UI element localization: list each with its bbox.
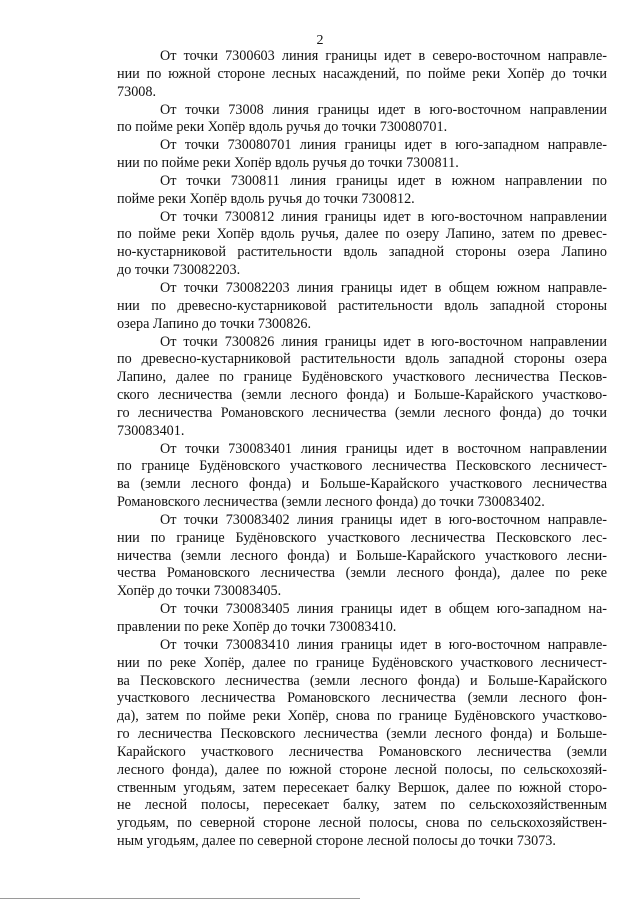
paragraph-line: го лесничества Песковского лесничества (земли лесного фонда) и Больше- [117, 726, 607, 743]
paragraph-line: От точки 730083410 линия границы идет в юго-восточном направле- [160, 636, 607, 653]
paragraph-line: озера Лапино до точки 7300826. [117, 315, 312, 332]
paragraph [117, 334, 607, 441]
paragraph-line: 73008. [117, 83, 157, 100]
paragraph-line: по границе Будёновского участкового лесничества Песковского лесничест- [117, 458, 607, 475]
paragraph-line: ского лесничества (земли лесного фонда) и Больше-Карайского участково- [117, 387, 607, 404]
paragraph [117, 601, 607, 637]
paragraph-line: Лапино, далее по границе Будёновского участкового лесничества Песков- [117, 369, 607, 386]
paragraph-line: От точки 730083405 линия границы идет в общем юго-западном на- [160, 601, 607, 618]
paragraph-line: нии по границе Будёновского участкового лесничества Песковского лес- [117, 529, 607, 546]
paragraph-line: Романовского лесничества (земли лесного фонда) до точки 730083402. [117, 494, 545, 511]
paragraph-line: Карайского участкового лесничества Романовского лесничества (земли [117, 743, 607, 760]
paragraph [117, 512, 607, 601]
paragraph-line: угодьям, по северной стороне лесной полосы, снова по сельскохозяйствен- [117, 815, 607, 832]
paragraph [117, 102, 607, 138]
paragraph-line: Хопёр до точки 730083405. [117, 583, 282, 600]
paragraph-line: От точки 7300826 линия границы идет в юго-восточном направлении [160, 333, 607, 350]
paragraph-line: по древесно-кустарниковой растительности вдоль западной стороны озера [117, 351, 607, 368]
paragraph-line: чества Романовского лесничества (земли лесного фонда), далее по реке [117, 565, 607, 582]
paragraph-line: ным угодьям, далее по северной стороне лесной полосы до точки 73073. [117, 833, 556, 850]
paragraph-line: ничества (земли лесного фонда) и Больше-Карайского участкового лесни- [117, 547, 607, 564]
paragraph [117, 137, 607, 173]
page-number: 2 [316, 33, 324, 48]
paragraph-line: От точки 7300811 линия границы идет в южном направлении по [160, 172, 607, 189]
paragraph-line: От точки 730083402 линия границы идет в юго-восточном направле- [160, 511, 607, 528]
paragraph-line: но-кустарниковой растительности вдоль западной стороны озера Лапино [117, 244, 607, 261]
paragraph [117, 280, 607, 334]
paragraph-line: нии по южной стороне лесных насаждений, по пойме реки Хопёр до точки [117, 65, 607, 82]
paragraph-line: 730083401. [117, 422, 185, 439]
paragraph-line: лесного фонда), далее по южной стороне лесной полосы, по сельскохозяй- [117, 761, 607, 778]
paragraph-line: нии по пойме реки Хопёр вдоль ручья до точки 7300811. [117, 155, 459, 172]
paragraph-line: не лесной полосы, пересекает балку, затем по сельскохозяйственным [117, 797, 607, 814]
paragraph-line: пойме реки Хопёр вдоль ручья до точки 7300812. [117, 190, 415, 207]
paragraph-line: От точки 7300812 линия границы идет в юго-восточном направлении [160, 208, 607, 225]
paragraph-line: правлении по реке Хопёр до точки 730083410. [117, 619, 397, 635]
bottom-divider [0, 898, 360, 899]
paragraph [117, 173, 607, 209]
paragraph-line: ва (земли лесного фонда) и Больше-Карайского участкового лесничества [117, 476, 607, 493]
paragraph-line: От точки 7300603 линия границы идет в северо-восточном направле- [160, 48, 607, 64]
paragraph-line: по пойме реки Хопёр вдоль ручья до точки 730080701. [117, 119, 448, 136]
paragraph [117, 209, 607, 280]
paragraph [117, 48, 607, 102]
paragraph-line: го лесничества Романовского лесничества (земли лесного фонда) до точки [117, 404, 607, 421]
paragraph-line: участкового лесничества Романовского лесничества (земли лесного фон- [117, 690, 607, 707]
paragraph-line: ственным угодьям, затем пересекает балку Вершок, далее по южной сторо- [117, 779, 607, 796]
paragraph [117, 441, 607, 512]
paragraph-line: ва Песковского лесничества (земли лесного фонда) и Больше-Карайского [117, 672, 607, 689]
paragraph-line: нии по реке Хопёр, далее по границе Будёновского участкового лесничест- [117, 654, 607, 671]
paragraph-line: нии по древесно-кустарниковой растительности вдоль западной стороны [117, 297, 607, 314]
paragraph-line: От точки 730080701 линия границы идет в юго-западном направле- [160, 137, 607, 154]
paragraph-line: до точки 730082203. [117, 262, 241, 279]
paragraph-line: От точки 730082203 линия границы идет в общем южном направле- [160, 279, 607, 296]
paragraph-line: да), затем по пойме реки Хопёр, снова по границе Будёновского участково- [117, 708, 607, 725]
paragraph-line: От точки 73008 линия границы идет в юго-восточном направлении [160, 101, 607, 118]
document-body [117, 48, 607, 851]
paragraph [117, 637, 607, 851]
paragraph-line: по пойме реки Хопёр вдоль ручья, далее по озеру Лапино, затем по древес- [117, 226, 607, 243]
paragraph-line: От точки 730083401 линия границы идет в восточном направлении [160, 440, 607, 457]
